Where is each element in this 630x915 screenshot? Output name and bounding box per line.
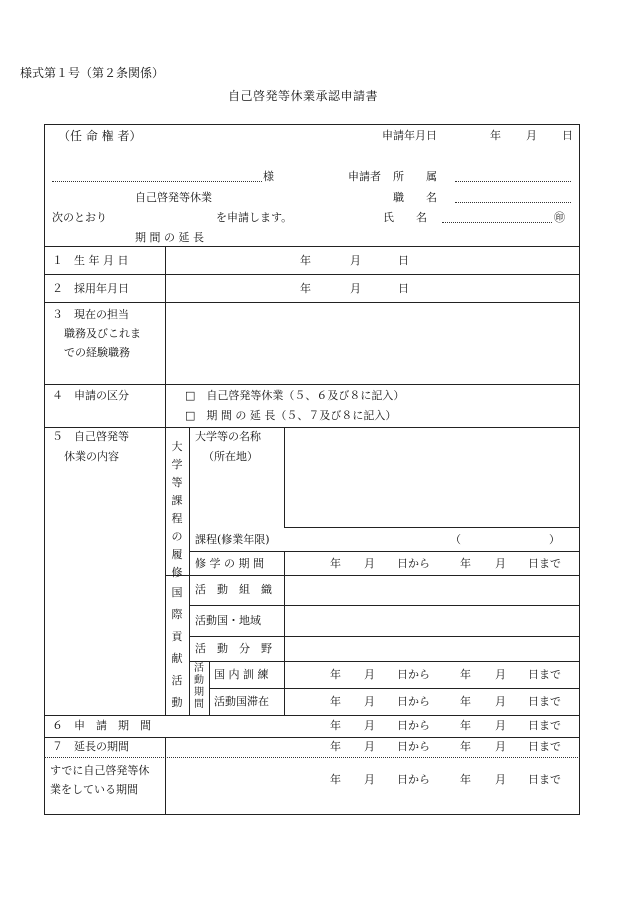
- current-end-day: 日まで: [528, 773, 561, 786]
- leave-end-month: 月: [495, 719, 506, 732]
- current-end-year: 年: [460, 773, 471, 786]
- hire-date-year: 年: [300, 282, 311, 295]
- extension-end-day: 日まで: [528, 740, 561, 753]
- university-group-label: 大学等課程の履修: [171, 440, 183, 579]
- abroad-stay-label: 活動国滞在: [214, 695, 269, 708]
- domestic-end-year: 年: [460, 668, 471, 681]
- activity-period-label: 活動期間: [194, 663, 204, 710]
- study-end-month: 月: [495, 557, 506, 570]
- domestic-end-day: 日まで: [528, 668, 561, 681]
- extension-start-month: 月: [364, 740, 375, 753]
- extension-start-year: 年: [330, 740, 341, 753]
- activity-field-label: 活 動 分 野: [195, 642, 272, 655]
- abroad-start-month: 月: [364, 695, 375, 708]
- applicant-label: 申請者: [348, 170, 381, 183]
- request-type-text: 自己啓発等休業: [135, 191, 212, 204]
- duties-label-1: ３ 現在の担当: [52, 308, 129, 321]
- date-month: 月: [526, 129, 537, 142]
- hire-date-label: ２ 採用年月日: [52, 282, 129, 295]
- leave-start-day: 日から: [397, 719, 430, 732]
- study-end-year: 年: [460, 557, 471, 570]
- option-extension[interactable]: □ 期 間 の 延 長（５、７及び８に記入）: [185, 409, 397, 422]
- leave-start-month: 月: [364, 719, 375, 732]
- date-year: 年: [490, 129, 501, 142]
- abroad-end-day: 日まで: [528, 695, 561, 708]
- affiliation-label: 所 属: [393, 170, 437, 183]
- authority-label: （任 命 権 者）: [58, 129, 142, 143]
- study-start-month: 月: [364, 557, 375, 570]
- content-label-1: ５ 自己啓発等: [52, 430, 129, 443]
- extension-text: 期 間 の 延 長: [135, 231, 204, 244]
- authority-name-line[interactable]: [52, 181, 262, 182]
- option-self-development[interactable]: □ 自己啓発等休業（５、６及び８に記入）: [185, 389, 405, 402]
- name-label: 氏 名: [383, 211, 427, 224]
- birthdate-label: １ 生 年 月 日: [52, 254, 129, 267]
- form-number: 様式第１号（第２条関係）: [20, 66, 165, 80]
- domestic-end-month: 月: [495, 668, 506, 681]
- position-label: 職 名: [393, 191, 437, 204]
- current-leave-label-2: 業をしている期間: [50, 783, 138, 796]
- extension-end-year: 年: [460, 740, 471, 753]
- study-end-day: 日まで: [528, 557, 561, 570]
- content-label-2: 休業の内容: [64, 450, 119, 463]
- university-name-label: 大学等の名称: [195, 430, 261, 443]
- domestic-training-label: 国 内 訓 練: [214, 668, 269, 681]
- extension-end-month: 月: [495, 740, 506, 753]
- current-leave-label-1: すでに自己啓発等休: [50, 764, 150, 777]
- date-day: 日: [562, 129, 573, 142]
- affiliation-line[interactable]: [455, 181, 571, 182]
- request-suffix-text: を申請します。: [216, 211, 293, 224]
- abroad-end-year: 年: [460, 695, 471, 708]
- extension-period-label: ７ 延長の期間: [52, 740, 129, 753]
- course-paren-close: ）: [549, 533, 560, 546]
- abroad-end-month: 月: [495, 695, 506, 708]
- current-start-year: 年: [330, 773, 341, 786]
- hire-date-month: 月: [350, 282, 361, 295]
- request-type-label: ４ 申請の区分: [52, 389, 129, 402]
- application-date-label: 申請年月日: [382, 129, 437, 142]
- abroad-start-year: 年: [330, 695, 341, 708]
- extension-start-day: 日から: [397, 740, 430, 753]
- international-group-label: 国際貢献活動: [171, 586, 183, 709]
- seal-mark: ㊞: [554, 211, 565, 224]
- page-title: 自己啓発等休業承認申請書: [228, 89, 379, 103]
- domestic-start-year: 年: [330, 668, 341, 681]
- leave-end-year: 年: [460, 719, 471, 732]
- duties-label-2: 職務及びこれま: [64, 327, 141, 340]
- leave-end-day: 日まで: [528, 719, 561, 732]
- position-line[interactable]: [455, 202, 571, 203]
- domestic-start-day: 日から: [397, 668, 430, 681]
- activity-org-label: 活 動 組 織: [195, 583, 272, 596]
- activity-region-label: 活動国・地域: [195, 614, 261, 627]
- abroad-start-day: 日から: [397, 695, 430, 708]
- birthdate-month: 月: [350, 254, 361, 267]
- request-intro-text: 次のとおり: [52, 211, 107, 224]
- name-line[interactable]: [442, 222, 552, 223]
- current-start-day: 日から: [397, 773, 430, 786]
- birthdate-day: 日: [398, 254, 409, 267]
- duties-label-3: での経験職務: [64, 346, 130, 359]
- study-start-day: 日から: [397, 557, 430, 570]
- birthdate-year: 年: [300, 254, 311, 267]
- leave-start-year: 年: [330, 719, 341, 732]
- study-start-year: 年: [330, 557, 341, 570]
- university-location-label: （所在地）: [203, 450, 258, 463]
- domestic-start-month: 月: [364, 668, 375, 681]
- course-paren-open: （: [450, 533, 461, 546]
- leave-period-label: ６ 申 請 期 間: [52, 719, 151, 732]
- hire-date-day: 日: [398, 282, 409, 295]
- course-label: 課程(修業年限): [195, 533, 270, 546]
- current-start-month: 月: [364, 773, 375, 786]
- current-end-month: 月: [495, 773, 506, 786]
- sama-label: 様: [263, 170, 274, 183]
- study-period-label: 修 学 の 期 間: [195, 557, 264, 570]
